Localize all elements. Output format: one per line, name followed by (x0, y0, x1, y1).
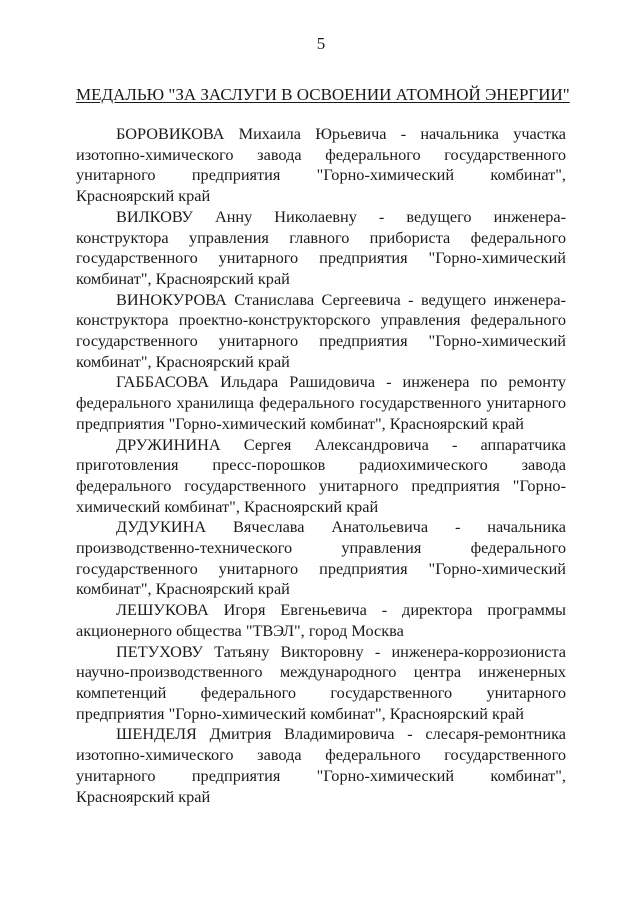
award-entry: ДРУЖИНИНА Сергея Александровича - аппаратчика приготовления пресс-порошков радиохимического завода федерального государственного унитарного предприятия "Горно-химический комбинат", Красноярский край (76, 434, 566, 516)
award-entry: ВИНОКУРОВА Станислава Сергеевича - ведущего инженера-конструктора проектно-конструкторского управления федерального государственного унитарного предприятия "Горно-химический комбинат", Красноярский край (76, 289, 566, 371)
award-entry: ПЕТУХОВУ Татьяну Викторовну - инженера-коррозиониста научно-производственного международного центра инженерных компетенций федерального государственного унитарного предприятия "Горно-химический комбинат", Красноярский край (76, 641, 566, 723)
award-list (76, 124, 566, 807)
award-entry: БОРОВИКОВА Михаила Юрьевича - начальника участка изотопно-химического завода федерального государственного унитарного предприятия "Горно-химический комбинат", Красноярский край (76, 124, 566, 206)
section-heading: МЕДАЛЬЮ "ЗА ЗАСЛУГИ В ОСВОЕНИИ АТОМНОЙ ЭНЕРГИИ" (76, 85, 570, 104)
award-entry: ГАББАСОВА Ильдара Рашидовича - инженера по ремонту федерального хранилища федерального государственного унитарного предприятия "Горно-химический комбинат", Красноярский край (76, 372, 566, 433)
award-entry: ЛЕШУКОВА Игоря Евгеньевича - директора программы акционерного общества "ТВЭЛ", город Москва (76, 600, 566, 640)
page-number: 5 (316, 34, 326, 53)
award-entry: ВИЛКОВУ Анну Николаевну - ведущего инженера-конструктора управления главного прибориста федерального государственного унитарного предприятия "Горно-химический комбинат", Красноярский край (76, 206, 566, 288)
award-entry: ДУДУКИНА Вячеслава Анатольевича - начальника производственно-технического управления федерального государственного унитарного предприятия "Горно-химический комбинат", Красноярский край (76, 517, 566, 599)
award-entry: ШЕНДЕЛЯ Дмитрия Владимировича - слесаря-ремонтника изотопно-химического завода федерального государственного унитарного предприятия "Горно-химический комбинат", Красноярский край (76, 724, 566, 806)
